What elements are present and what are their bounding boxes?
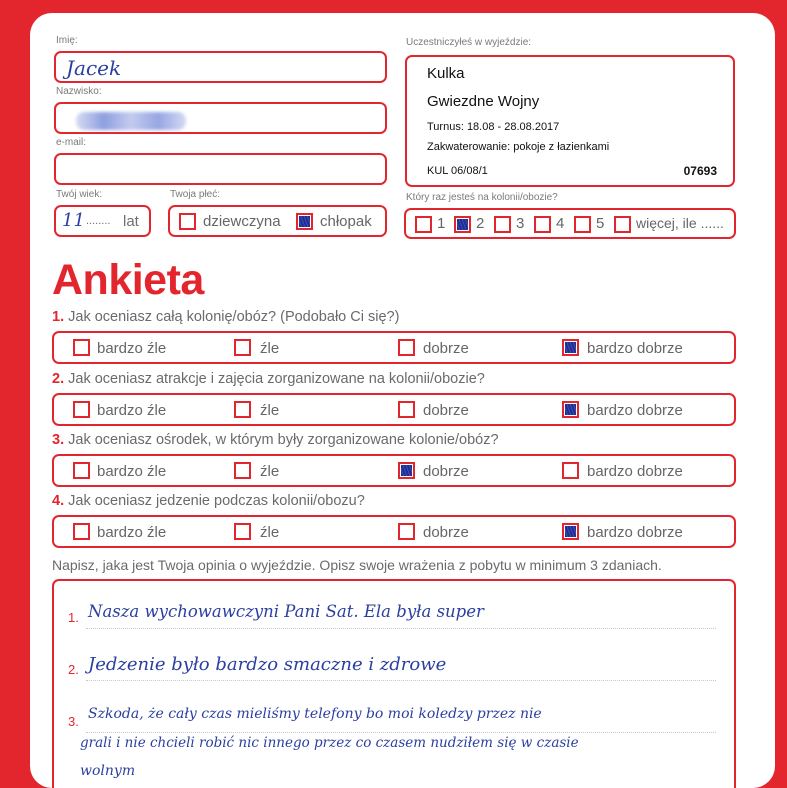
q1-zle-checkbox[interactable] <box>234 339 251 356</box>
age-field[interactable] <box>54 205 151 237</box>
redacted-surname <box>76 112 186 130</box>
times-2-checkbox[interactable] <box>454 216 471 233</box>
trip-number: 07693 <box>683 164 717 178</box>
q4-bardzo-zle-checkbox[interactable] <box>73 523 90 540</box>
trip-code: KUL 06/08/1 <box>427 165 488 177</box>
opinion-1-number: 1. <box>68 610 79 625</box>
q1-bardzo-zle-checkbox[interactable] <box>73 339 90 356</box>
opinion-line-2 <box>86 680 716 681</box>
surname-label: Nazwisko: <box>56 86 102 97</box>
gender-label: Twoja płeć: <box>170 189 221 200</box>
opinion-3-text-cont: grali i nie chcieli robić nic innego przez co czasem nudziłem się w czasie <box>80 735 579 751</box>
q1-dobrze-label: dobrze <box>423 340 469 357</box>
q3-dobrze-label: dobrze <box>423 463 469 480</box>
trip-accommodation: Zakwaterowanie: pokoje z łazienkami <box>427 141 610 153</box>
q3-bardzo-zle-label: bardzo źle <box>97 463 167 480</box>
q4-bardzo-zle-label: bardzo źle <box>97 524 167 541</box>
q4-bardzo-dobrze-label: bardzo dobrze <box>587 524 683 541</box>
times-5-label: 5 <box>596 215 605 232</box>
trip-subtitle: Gwiezdne Wojny <box>427 93 540 110</box>
times-group <box>404 208 736 239</box>
q4-dobrze-checkbox[interactable] <box>398 523 415 540</box>
q1-zle-label: źle <box>260 340 280 357</box>
trip-info-box <box>405 55 735 187</box>
q1-bardzo-dobrze-checkbox[interactable] <box>562 339 579 356</box>
age-value: 11 <box>62 210 85 231</box>
q1-bardzo-zle-label: bardzo źle <box>97 340 167 357</box>
opinion-3-text-end: wolnym <box>80 763 136 779</box>
question-4: 4. Jak oceniasz jedzenie podczas kolonii/obozu? <box>52 493 365 509</box>
times-4-checkbox[interactable] <box>534 216 551 233</box>
opinion-1-text: Nasza wychowawczyni Pani Sat. Ela była super <box>88 602 484 621</box>
email-field[interactable] <box>54 153 387 185</box>
q3-bardzo-dobrze-label: bardzo dobrze <box>587 463 683 480</box>
q2-zle-checkbox[interactable] <box>234 401 251 418</box>
gender-male-checkbox[interactable] <box>296 213 313 230</box>
times-2-label: 2 <box>476 215 485 232</box>
survey-sheet <box>30 13 775 788</box>
q2-zle-label: źle <box>260 402 280 419</box>
question-3: 3. Jak oceniasz ośrodek, w którym były zorganizowane kolonie/obóz? <box>52 432 499 448</box>
q3-zle-label: źle <box>260 463 280 480</box>
opinion-line-1 <box>86 628 716 629</box>
opinion-2-number: 2. <box>68 662 79 677</box>
gender-male-label: chłopak <box>320 213 372 230</box>
age-dots: ........ <box>86 215 111 227</box>
opinion-2-text: Jedzenie było bardzo smaczne i zdrowe <box>88 654 447 675</box>
times-1-checkbox[interactable] <box>415 216 432 233</box>
q4-dobrze-label: dobrze <box>423 524 469 541</box>
question-2: 2. Jak oceniasz atrakcje i zajęcia zorganizowane na kolonii/obozie? <box>52 371 485 387</box>
q2-bardzo-dobrze-label: bardzo dobrze <box>587 402 683 419</box>
name-label: Imię: <box>56 35 78 46</box>
age-unit: lat <box>123 213 139 230</box>
q1-dobrze-checkbox[interactable] <box>398 339 415 356</box>
gender-group <box>168 205 387 237</box>
times-3-checkbox[interactable] <box>494 216 511 233</box>
times-label: Który raz jesteś na kolonii/obozie? <box>406 192 558 203</box>
q3-zle-checkbox[interactable] <box>234 462 251 479</box>
trip-name: Kulka <box>427 65 465 82</box>
q1-bardzo-dobrze-label: bardzo dobrze <box>587 340 683 357</box>
gender-female-label: dziewczyna <box>203 213 281 230</box>
email-label: e-mail: <box>56 137 87 148</box>
times-more-checkbox[interactable] <box>614 216 631 233</box>
opinion-3-text: Szkoda, że cały czas mieliśmy telefony bo moi koledzy przez nie <box>88 706 542 722</box>
q2-bardzo-zle-label: bardzo źle <box>97 402 167 419</box>
opinion-prompt: Napisz, jaka jest Twoja opinia o wyjeździe. Opisz swoje wrażenia z pobytu w minimum 3 zdaniach. <box>52 557 662 573</box>
q4-zle-checkbox[interactable] <box>234 523 251 540</box>
question-1: 1. Jak oceniasz całą kolonię/obóz? (Podobało Ci się?) <box>52 309 400 325</box>
times-more-label: więcej, ile ...... <box>636 215 724 231</box>
q2-bardzo-dobrze-checkbox[interactable] <box>562 401 579 418</box>
q2-dobrze-checkbox[interactable] <box>398 401 415 418</box>
age-label: Twój wiek: <box>56 189 103 200</box>
opinion-line-3 <box>86 732 716 733</box>
opinion-area[interactable] <box>52 579 736 788</box>
surname-field[interactable] <box>54 102 387 134</box>
survey-title: Ankieta <box>52 256 204 304</box>
q4-bardzo-dobrze-checkbox[interactable] <box>562 523 579 540</box>
question-4-options <box>52 515 736 548</box>
opinion-3-number: 3. <box>68 714 79 729</box>
times-1-label: 1 <box>437 215 446 232</box>
q3-bardzo-zle-checkbox[interactable] <box>73 462 90 479</box>
q3-dobrze-checkbox[interactable] <box>398 462 415 479</box>
trip-label: Uczestniczyłeś w wyjeździe: <box>406 37 532 48</box>
name-value: Jacek <box>66 56 122 80</box>
times-3-label: 3 <box>516 215 525 232</box>
q4-zle-label: źle <box>260 524 280 541</box>
question-2-options <box>52 393 736 426</box>
q3-bardzo-dobrze-checkbox[interactable] <box>562 462 579 479</box>
name-field[interactable] <box>54 51 387 83</box>
q2-bardzo-zle-checkbox[interactable] <box>73 401 90 418</box>
gender-female-checkbox[interactable] <box>179 213 196 230</box>
question-1-options <box>52 331 736 364</box>
trip-turnus: Turnus: 18.08 - 28.08.2017 <box>427 121 560 133</box>
times-4-label: 4 <box>556 215 565 232</box>
question-3-options <box>52 454 736 487</box>
q2-dobrze-label: dobrze <box>423 402 469 419</box>
times-5-checkbox[interactable] <box>574 216 591 233</box>
